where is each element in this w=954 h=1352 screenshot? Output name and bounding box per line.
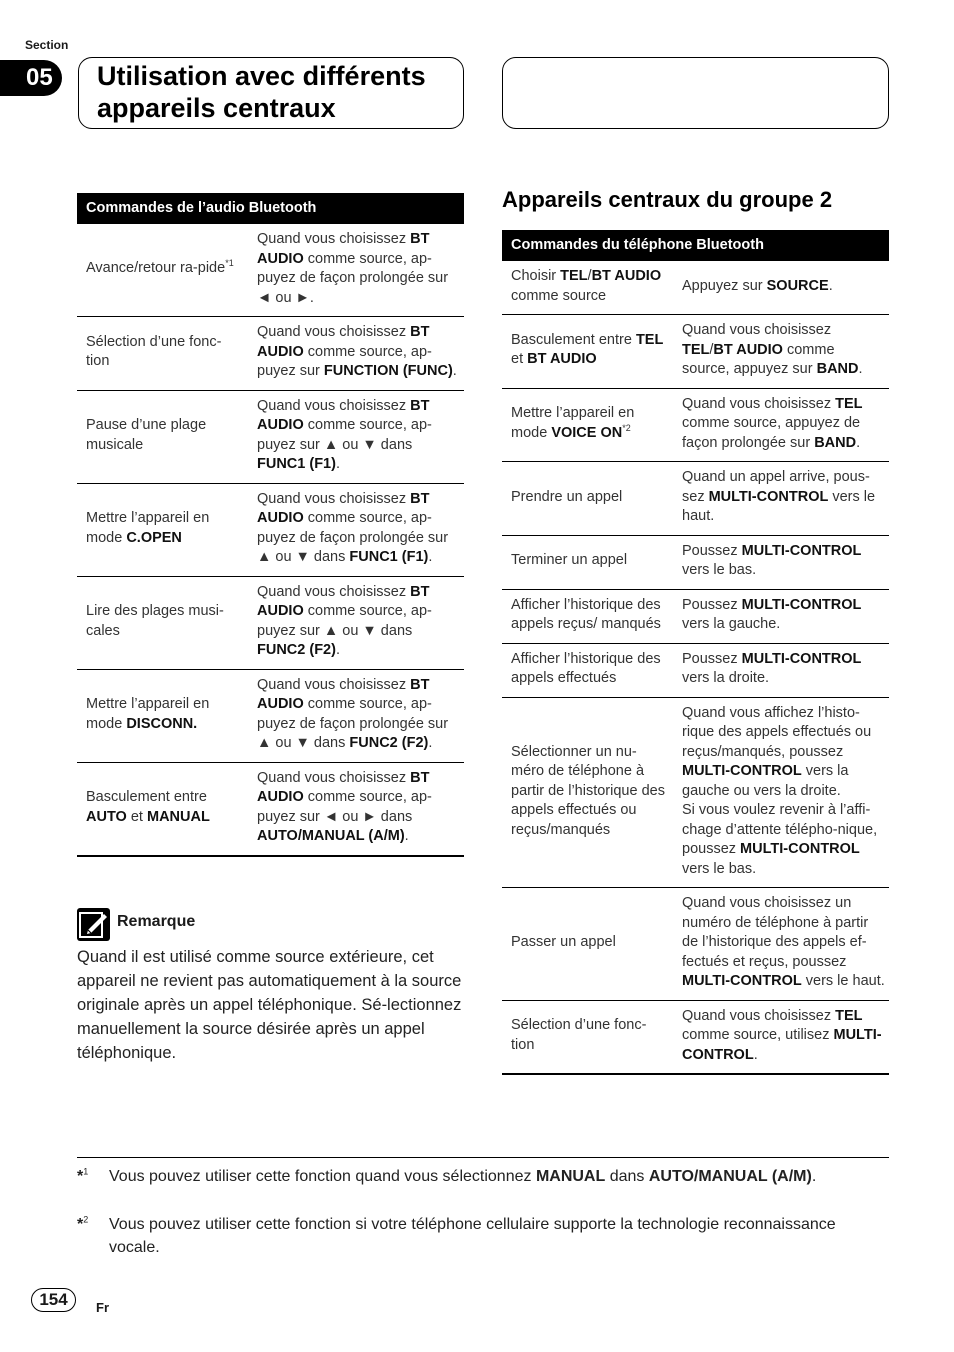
function-cell: Afficher l’historique des appels reçus/ manqués [502,589,673,643]
operation-cell: Poussez MULTI-CONTROL vers la gauche. [673,589,889,643]
operation-cell: Quand vous choisissez BT AUDIO comme source, ap-puyez de façon prolongée sur ▲ ou ▼ dans FUNC1 (F1). [248,483,464,576]
operation-cell: Appuyez sur SOURCE. [673,261,889,315]
operation-cell: Quand vous choisissez TEL comme source, appuyez de façon prolongée sur BAND. [673,388,889,462]
function-cell: Basculement entre TEL et BT AUDIO [502,315,673,389]
operation-cell: Quand vous choisissez un numéro de téléphone à partir de l’historique des appels ef-fectués et reçus, poussez MULTI-CONTROL vers le haut. [673,888,889,1001]
function-cell: Mettre l’appareil en mode C.OPEN [77,483,248,576]
function-cell: Prendre un appel [502,462,673,536]
section-label: Section [25,38,69,52]
bluetooth-phone-table [502,230,889,1075]
table-row [77,224,464,317]
table-row [502,315,889,389]
footnote-1 [77,1165,889,1188]
table-header: Commandes du téléphone Bluetooth [502,230,889,261]
language-code: Fr [96,1300,109,1315]
note-label: Remarque [117,913,196,930]
table-row [502,643,889,697]
table-row [77,762,464,856]
table-row [77,317,464,391]
page-title: Utilisation avec différents appareils centraux [97,61,426,123]
table-body [502,261,889,1074]
table-header: Commandes de l’audio Bluetooth [77,193,464,224]
function-cell: Sélectionner un nu-méro de téléphone à partir de l’historique des appels effectués ou reçus/manqués [502,697,673,888]
operation-cell: Quand vous choisissez BT AUDIO comme source, ap-puyez sur ▲ ou ▼ dans FUNC2 (F2). [248,576,464,669]
function-cell: Terminer un appel [502,535,673,589]
operation-cell: Quand vous choisissez BT AUDIO comme source, ap-puyez de façon prolongée sur ▲ ou ▼ dans FUNC2 (F2). [248,669,464,762]
operation-cell: Quand un appel arrive, pous-sez MULTI-CONTROL vers le haut. [673,462,889,536]
function-cell: Passer un appel [502,888,673,1001]
page-number: 154 [31,1288,76,1312]
operation-cell: Quand vous choisissez BT AUDIO comme source, ap-puyez de façon prolongée sur ◄ ou ►. [248,224,464,317]
function-cell: Mettre l’appareil en mode VOICE ON$^{*2}$ [502,388,673,462]
table-row [77,483,464,576]
table-row [502,462,889,536]
function-cell: Pause d’une plage musicale [77,390,248,483]
bluetooth-audio-table [77,193,464,857]
table-row [502,589,889,643]
table-row [77,669,464,762]
table-body [77,224,464,856]
function-cell: Mettre l’appareil en mode DISCONN. [77,669,248,762]
operation-cell: Poussez MULTI-CONTROL vers la droite. [673,643,889,697]
table-row [502,697,889,888]
function-cell: Sélection d’une fonc-tion [502,1000,673,1074]
function-cell: Choisir TEL/BT AUDIO comme source [502,261,673,315]
section-number-badge: 05 [0,60,62,96]
note-text: Quand il est utilisé comme source extérieure, cet appareil ne revient pas automatiquement à la source originale après un appel téléphonique. Sé-lectionnez manuellement la source désirée après un appel téléphonique. [77,948,462,1062]
footnote-text: Vous pouvez utiliser cette fonction quand vous sélectionnez MANUAL dans AUTO/MANUAL (A/M). [109,1168,817,1185]
operation-cell: Quand vous affichez l’histo-rique des appels effectués ou reçus/manqués, poussez MULTI-CONTROL vers la gauche ou vers la droite. Si vous voulez revenir à l’affi-chage d’attente télépho-nique, poussez MULTI-CONTROL vers le bas. [673,697,889,888]
table-row [502,1000,889,1074]
function-cell: Avance/retour ra-pide$^{*1}$ [77,224,248,317]
function-cell: Lire des plages musi-cales [77,576,248,669]
operation-cell: Quand vous choisissez BT AUDIO comme source, ap-puyez sur ▲ ou ▼ dans FUNC1 (F1). [248,390,464,483]
operation-cell: Quand vous choisissez BT AUDIO comme source, ap-puyez sur ◄ ou ► dans AUTO/MANUAL (A/M). [248,762,464,856]
operation-cell: Quand vous choisissez TEL comme source, utilisez MULTI-CONTROL. [673,1000,889,1074]
table-row [77,576,464,669]
function-cell: Afficher l’historique des appels effectués [502,643,673,697]
operation-cell: Quand vous choisissez TEL/BT AUDIO comme source, appuyez sur BAND. [673,315,889,389]
table-row [502,535,889,589]
footnote-marker: *$^2$ [77,1214,89,1233]
footnote-divider [77,1157,889,1158]
table-row [502,888,889,1001]
title-box [78,57,464,129]
footnote-marker: *$^1$ [77,1166,89,1185]
operation-cell: Poussez MULTI-CONTROL vers le bas. [673,535,889,589]
group-title: Appareils centraux du groupe 2 [502,187,833,212]
table-row [502,261,889,315]
table-row [77,390,464,483]
title-box-empty [502,57,889,129]
table-row [502,388,889,462]
function-cell: Basculement entre AUTO et MANUAL [77,762,248,856]
note-icon [77,908,110,941]
footnote-text: Vous pouvez utiliser cette fonction si votre téléphone cellulaire supporte la technologie reconnaissance vocale. [109,1216,836,1256]
operation-cell: Quand vous choisissez BT AUDIO comme source, ap-puyez sur FUNCTION (FUNC). [248,317,464,391]
footnote-2 [77,1213,889,1259]
function-cell: Sélection d’une fonc-tion [77,317,248,391]
